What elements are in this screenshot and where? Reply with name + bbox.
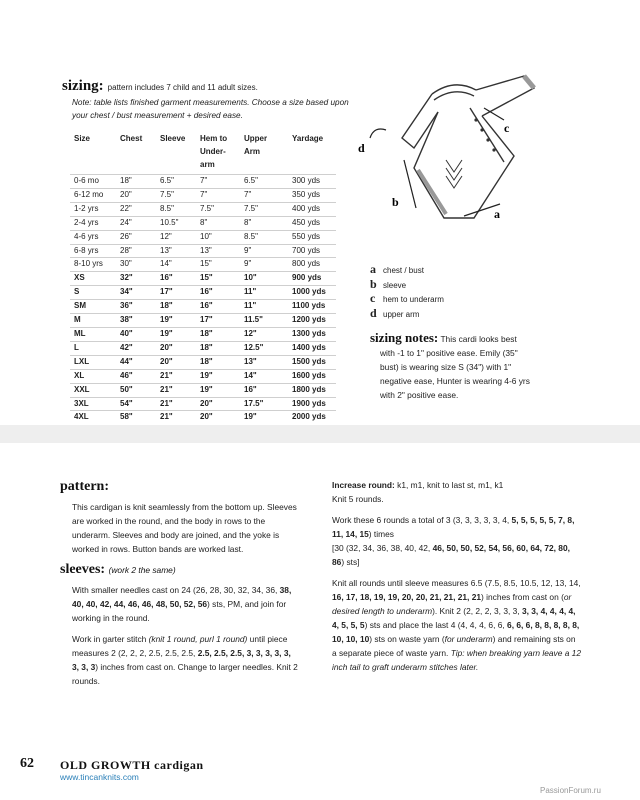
table-header-row [70,130,336,175]
table-cell: 13" [196,244,240,258]
table-row [70,314,336,328]
col-header-hem-to-underarm: Hem to Under-arm [200,134,228,169]
table-cell: 6.5" [240,175,288,189]
table-row [70,327,336,341]
sizing-notes [370,331,630,402]
table-row [70,355,336,369]
text-run-bold: Increase round: [332,480,395,490]
table-cell: 16" [196,300,240,314]
legend-text: hem to underarm [383,295,444,304]
legend-key: c [370,291,376,305]
size-table-body [70,175,336,425]
text-run: ) sts and place the last 4 (4, 4, 4, 6, 6, [364,620,508,630]
table-cell: 550 yds [288,230,336,244]
table-cell: 20" [116,188,156,202]
table-cell: 11.5" [240,314,288,328]
table-cell: 15" [196,272,240,286]
cardigan-schematic [354,68,550,258]
table-row [70,175,336,189]
table-cell: 26" [116,230,156,244]
sizing-notes-line: bust) is wearing size S (34") with 1" [380,362,512,372]
text-run-italic: or desired length to underarm [332,592,572,616]
table-cell: 15" [196,258,240,272]
table-cell: 17" [156,286,196,300]
text-run-bold: 6, 6, 6, 8, 8, 8, 8, 8, 10, 10, 10 [332,620,580,644]
table-row [70,341,336,355]
table-cell: 4-6 yrs [70,230,116,244]
sizing-note: Note: table lists finished garment measurements. Choose a size based upon your chest / bust measurement + desired ease. [72,98,349,120]
table-row [70,202,336,216]
table-cell: 1800 yds [288,383,336,397]
table-cell: 18" [196,355,240,369]
table-cell: SM [70,300,116,314]
text-run: ) inches from cast on. Change to larger needles. Knit 2 rounds. [72,662,298,686]
sizing-notes-title: sizing notes: [370,330,439,345]
table-cell: 24" [116,216,156,230]
button [474,118,477,121]
table-cell: 1-2 yrs [70,202,116,216]
table-cell: 7" [240,188,288,202]
button [486,138,489,141]
table-cell: 40" [116,327,156,341]
table-cell: 17" [196,314,240,328]
sizing-notes-line: This cardi looks best [440,334,517,344]
tip-text: Tip: when breaking yarn leave a 12 inch tail to graft underarm stitches later. [332,648,582,672]
text-run: With smaller needles cast on 24 (26, 28, 30, 32, 34, 36, [72,585,280,595]
table-row [70,188,336,202]
table-cell: 10.5" [156,216,196,230]
table-cell: LXL [70,355,116,369]
table-cell: 50" [116,383,156,397]
table-cell: 1900 yds [288,397,336,411]
table-row [70,383,336,397]
table-cell: 1500 yds [288,355,336,369]
diagram-label-b: b [392,195,399,209]
text-run-bold: 5, 5, 5, 5, 5, 7, 8, 11, 14, 15 [332,515,575,539]
table-cell: 1300 yds [288,327,336,341]
table-cell: 18" [196,327,240,341]
table-cell: 11" [240,286,288,300]
table-cell: 900 yds [288,272,336,286]
table-cell: 32" [116,272,156,286]
sizing-notes-line: with 2" positive ease. [380,390,459,400]
legend-text: sleeve [383,280,407,290]
text-run: ) times [368,529,394,539]
table-cell: 19" [156,327,196,341]
col-header-sleeve: Sleeve [160,134,186,143]
text-run: [30 (32, 34, 36, 38, 40, 42, [332,543,433,553]
table-cell: ML [70,327,116,341]
table-cell: 13" [240,355,288,369]
legend-item-c [370,292,444,307]
sizing-notes-line: negative ease, Hunter is wearing 4-6 yrs [380,376,530,386]
table-cell: 7" [196,188,240,202]
table-cell: 16" [196,286,240,300]
section-divider-band [0,425,640,443]
table-cell: 44" [116,355,156,369]
diagram-label-c: c [504,121,510,135]
table-cell: 1100 yds [288,300,336,314]
col-header-chest: Chest [120,134,143,143]
table-cell: S [70,286,116,300]
table-cell: 6.5" [156,175,196,189]
arrow-d [370,129,386,138]
sleeves-title: sleeves: [60,562,106,577]
table-row [70,272,336,286]
text-run-bold: 2.5, 2.5, 2.5, 3, 3, 3, 3, 3, 3, 3, 3 [72,648,291,672]
text-run: Work in garter stitch [72,634,149,644]
measurement-legend [370,263,444,321]
legend-item-a [370,263,444,278]
diagram-label-a: a [494,207,500,221]
text-run: ). Knit 2 (2, 2, 2, 3, 3, 3, [432,606,522,616]
table-cell: 20" [156,341,196,355]
table-row [70,397,336,411]
text-run-italic: (knit 1 round, purl 1 round) [148,634,248,644]
table-cell: 6-12 mo [70,188,116,202]
text-run-italic: for underarm [444,634,493,644]
cable-motif [446,160,462,188]
table-cell: 14" [156,258,196,272]
hem-band [418,170,446,214]
table-cell: 7" [196,175,240,189]
table-cell: 19" [156,314,196,328]
col-header-size: Size [74,134,91,143]
body-outline [414,112,514,218]
size-table [70,130,336,424]
text-run: ) inches from cast on ( [481,592,564,602]
table-cell: 1400 yds [288,341,336,355]
table-cell: 7.5" [196,202,240,216]
table-cell: 3XL [70,397,116,411]
knit-5-rounds: Knit 5 rounds. [332,494,384,504]
table-cell: L [70,341,116,355]
table-cell: 19" [196,369,240,383]
table-cell: 18" [116,175,156,189]
text-run: ) sts on waste yarn ( [369,634,445,644]
table-row [70,286,336,300]
table-cell: 8" [196,216,240,230]
table-cell: 19" [196,383,240,397]
table-cell: 2000 yds [288,411,336,424]
table-cell: 4XL [70,411,116,424]
sizing-intro: pattern includes 7 child and 11 adult sizes. [107,83,258,92]
text-run: k1, m1, knit to last st, m1, k1 [394,480,504,490]
text-run: Work these 6 rounds a total of 3 (3, 3, 3, 3, 3, 4, [332,515,512,525]
table-cell: 8-10 yrs [70,258,116,272]
text-run: ) sts] [341,557,360,567]
table-cell: 700 yds [288,244,336,258]
collar-inner [434,92,474,100]
legend-item-d [370,307,444,322]
right-sleeve-outline [476,76,534,116]
table-cell: 10" [240,272,288,286]
table-cell: 38" [116,314,156,328]
text-run: until piece measures 2 (2, 2, 2, 2.5, 2.5, 2.5, [72,634,288,658]
sleeves-heading [60,563,300,577]
table-row [70,369,336,383]
table-cell: 12.5" [240,341,288,355]
table-cell: 58" [116,411,156,424]
table-row [70,216,336,230]
work-rounds-paragraph [332,513,582,569]
button [492,148,495,151]
table-cell: 7.5" [156,188,196,202]
footer-url-link[interactable]: www.tincanknits.com [60,772,139,782]
table-cell: 22" [116,202,156,216]
col-header-yardage: Yardage [292,134,324,143]
left-shoulder [402,94,438,148]
button [480,128,483,131]
table-cell: 20" [156,355,196,369]
table-cell: 21" [156,397,196,411]
legend-item-b [370,278,444,293]
table-cell: 18" [156,300,196,314]
button-band [470,108,504,162]
table-cell: 0-6 mo [70,175,116,189]
table-cell: 46" [116,369,156,383]
table-cell: 1000 yds [288,286,336,300]
table-row [70,244,336,258]
table-row [70,258,336,272]
pattern-heading: pattern: [60,479,109,494]
table-cell: 12" [240,327,288,341]
table-cell: 16" [156,272,196,286]
table-cell: XS [70,272,116,286]
table-cell: 7.5" [240,202,288,216]
table-cell: 36" [116,300,156,314]
legend-key: a [370,262,376,276]
left-column [60,480,300,695]
table-cell: 6-8 yrs [70,244,116,258]
table-cell: XXL [70,383,116,397]
table-cell: 9" [240,258,288,272]
table-cell: 21" [156,383,196,397]
table-cell: 14" [240,369,288,383]
table-cell: XL [70,369,116,383]
legend-key: b [370,276,377,291]
table-cell: 11" [240,300,288,314]
table-cell: 21" [156,411,196,424]
table-cell: 28" [116,244,156,258]
table-cell: 450 yds [288,216,336,230]
table-row [70,300,336,314]
watermark: PassionForum.ru [540,786,601,795]
pattern-paragraph: This cardigan is knit seamlessly from the bottom up. Sleeves are worked in the round, and the body in rows to the underarm. Sleeves and body are joined, and the yoke is worked in rows. Button bands are worked last. [72,502,297,554]
table-cell: 1200 yds [288,314,336,328]
table-cell: 400 yds [288,202,336,216]
table-cell: 2-4 yrs [70,216,116,230]
text-run-bold: 16, 17, 18, 19, 19, 20, 20, 21, 21, 21, 21 [332,592,482,602]
table-cell: 350 yds [288,188,336,202]
table-cell: 20" [196,397,240,411]
table-cell: 21" [156,369,196,383]
legend-text: chest / bust [383,266,424,275]
table-cell: 8" [240,216,288,230]
right-column [332,478,582,681]
table-cell: 8.5" [240,230,288,244]
table-cell: 8.5" [156,202,196,216]
table-cell: 800 yds [288,258,336,272]
table-cell: M [70,314,116,328]
table-cell: 34" [116,286,156,300]
table-cell: 16" [240,383,288,397]
table-cell: 9" [240,244,288,258]
col-header-upper-arm: Upper Arm [244,134,268,156]
table-row [70,411,336,424]
diagram-label-d: d [358,141,365,155]
sizing-notes-line: with -1 to 1" positive ease. Emily (35" [380,348,518,358]
table-cell: 13" [156,244,196,258]
text-run-bold: 46, 50, 50, 52, 54, 56, 60, 64, 72, 80, 86 [332,543,570,567]
text-run-bold: 3, 3, 4, 4, 4, 4, 4, 5, 5, 5 [332,606,576,630]
text-run: ) and remaining sts on a separate piece of waste yarn. [332,634,576,658]
text-run: ) sts, PM, and join for working in the round. [72,599,287,623]
table-cell: 18" [196,341,240,355]
table-row [70,230,336,244]
text-run: Knit all rounds until sleeve measures 6.5 (7.5, 8.5, 10.5, 12, 13, 14, [332,578,581,588]
table-cell: 1600 yds [288,369,336,383]
table-cell: 10" [196,230,240,244]
increase-round [332,478,582,492]
table-cell: 20" [196,411,240,424]
table-cell: 300 yds [288,175,336,189]
right-cuff [524,76,534,88]
legend-text: upper arm [383,309,420,319]
page-number: 62 [20,756,34,771]
table-cell: 30" [116,258,156,272]
sleeves-paragraph-1 [60,583,300,625]
sleeves-paragraph-2 [60,632,300,688]
footer-title: OLD GROWTH cardigan [60,758,204,772]
legend-key: d [370,305,377,320]
text-run-bold: 38, 40, 40, 42, 44, 46, 46, 48, 50, 52, 56 [72,585,292,609]
table-cell: 54" [116,397,156,411]
knit-all-rounds-paragraph [332,576,582,674]
sizing-heading [62,78,258,95]
table-cell: 19" [240,411,288,424]
table-cell: 42" [116,341,156,355]
sleeves-subtitle: (work 2 the same) [108,565,176,575]
table-cell: 12" [156,230,196,244]
sizing-title: sizing: [62,78,104,94]
table-cell: 17.5" [240,397,288,411]
